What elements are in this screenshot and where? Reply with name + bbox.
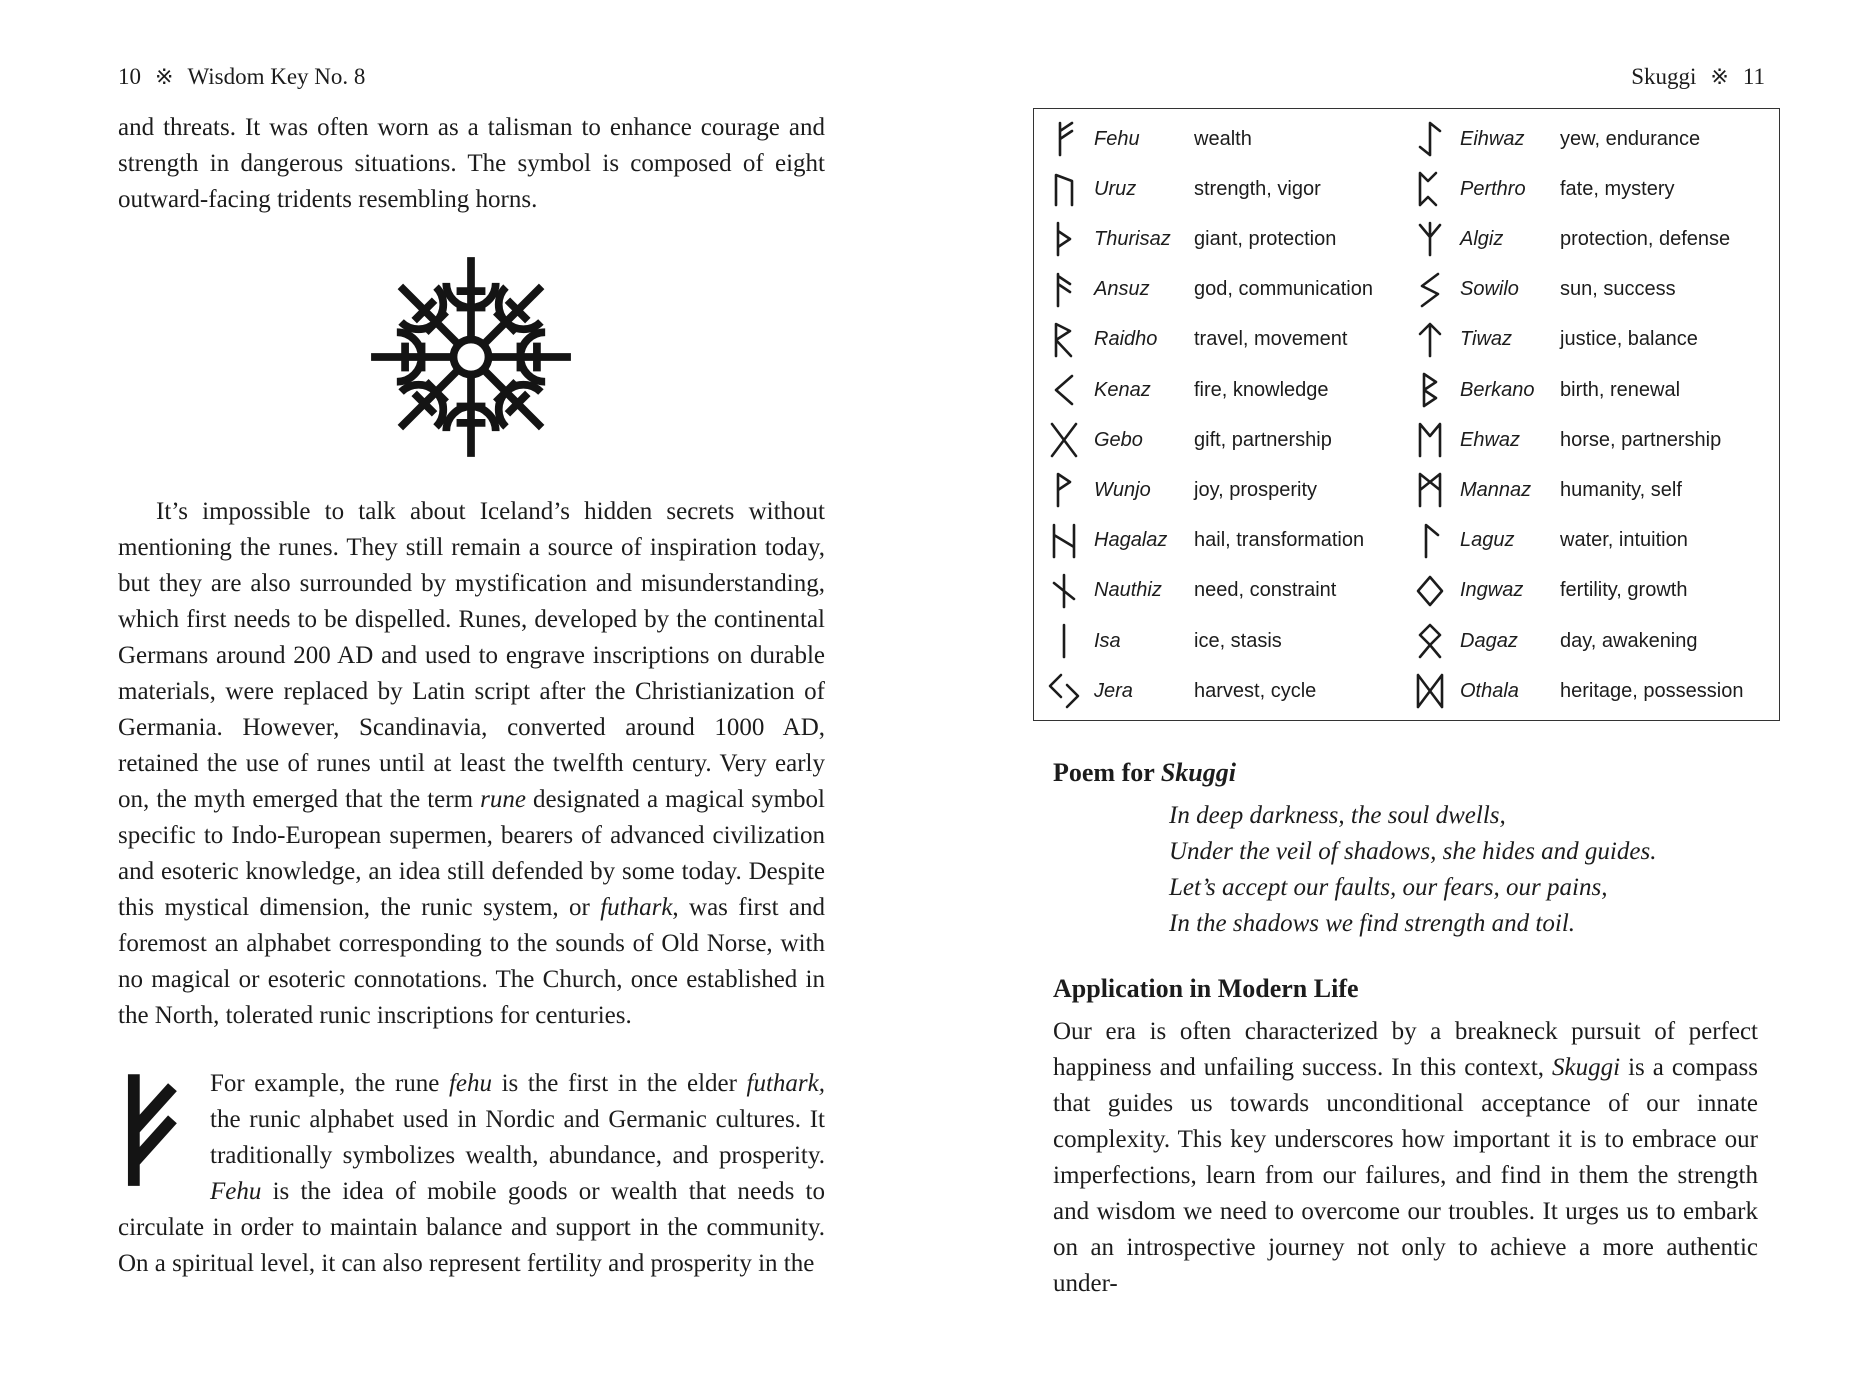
rune-name: Dagaz [1460, 629, 1518, 652]
text-segment: , was first and foremost an alphabet corresponding to the sounds of Old Norse, with no magical or esoteric connotations. The Church, once established in the North, tolerated runic inscriptions for centuries. [118, 894, 826, 1029]
rune-meaning: wealth [1194, 127, 1252, 150]
rune-meaning: heritage, possession [1560, 679, 1744, 702]
rune-name: Algiz [1460, 227, 1504, 250]
poem-line: Let’s accept our faults, our fears, our pains, [1169, 874, 1608, 901]
rune-row-ehwaz [1410, 415, 1721, 465]
paragraph-fehu [118, 1066, 825, 1282]
laguz-rune-icon [1410, 521, 1450, 561]
paragraph-runes [118, 494, 825, 1034]
page-number: 10 [118, 64, 141, 89]
text-segment: is the first in the elder [492, 1070, 747, 1097]
kenaz-rune-icon [1044, 370, 1084, 410]
perthro-rune-icon [1410, 169, 1450, 209]
rune-meaning: water, intuition [1560, 529, 1688, 552]
rune-meaning: horse, partnership [1560, 428, 1722, 451]
rune-meaning: strength, vigor [1194, 177, 1321, 200]
dagaz-rune-icon [1410, 621, 1450, 661]
ehwaz-rune-icon [1410, 420, 1450, 460]
uruz-rune-icon [1044, 169, 1084, 209]
running-title: Wisdom Key No. 8 [187, 64, 366, 89]
rune-meaning: travel, movement [1194, 328, 1348, 351]
rune-name: Nauthiz [1094, 579, 1162, 602]
rune-meaning: sun, success [1560, 278, 1676, 301]
rune-meaning: need, constraint [1194, 579, 1337, 602]
rune-row-raidho [1044, 315, 1347, 365]
rune-name: Kenaz [1094, 378, 1151, 401]
wunjo-rune-icon [1044, 470, 1084, 510]
poem-heading-text: Poem for [1053, 758, 1155, 787]
rune-meaning: god, communication [1194, 278, 1373, 301]
aegishjalmur-arm [489, 332, 571, 381]
text-segment: For example, the rune [210, 1070, 449, 1097]
running-title: Skuggi [1631, 64, 1697, 89]
thurisaz-rune-icon [1044, 219, 1084, 259]
poem-heading-name: Skuggi [1160, 758, 1236, 787]
rune-row-berkano [1410, 365, 1680, 415]
rune-meaning: day, awakening [1560, 629, 1698, 652]
rune-name: Uruz [1094, 177, 1137, 200]
isa-rune-icon [1044, 621, 1084, 661]
rune-row-ansuz [1044, 265, 1373, 315]
rune-meaning: harvest, cycle [1194, 679, 1317, 702]
poem-line: Under the veil of shadows, she hides and guides. [1169, 838, 1657, 865]
rune-name: Eihwaz [1460, 127, 1525, 150]
rune-row-isa [1044, 616, 1282, 666]
rune-row-uruz [1044, 164, 1321, 214]
aegishjalmur-symbol-icon [368, 254, 574, 460]
algiz-rune-icon [1410, 219, 1450, 259]
aegishjalmur-arm [383, 352, 476, 445]
text-segment: It’s impossible to talk about Iceland’s hidden secrets without mentioning the runes. They still remain a source of inspiration today, but they are also surrounded by mystification and misunderstanding, which first needs to be dispelled. Runes, developed by the continental Germans around 200 AD and used to engrave inscriptions on durable materials, were replaced by Latin script after the Christianization of Germania. However, Scandinavia, converted around 1000 AD, retained the use of runes until at least the twelfth century. Very early on, the myth emerged that the term [118, 498, 825, 813]
left-running-head [118, 64, 365, 90]
rune-row-ingwaz [1410, 566, 1687, 616]
rune-meaning: birth, renewal [1560, 378, 1681, 401]
rune-row-algiz [1410, 214, 1730, 264]
rune-row-othala [1410, 666, 1743, 716]
text-segment: designated a magical symbol specific to Indo-European supermen, bearers of advanced civilization and esoteric knowledge, an idea still defended by some today. Despite this mystical dimension, the runic system, or [118, 786, 825, 921]
rune-name: Isa [1094, 629, 1121, 652]
rune-name: Fehu [1094, 127, 1140, 150]
rune-row-dagaz [1410, 616, 1698, 666]
jera-rune-icon [1044, 671, 1084, 711]
aegishjalmur-arm [446, 375, 495, 457]
poem-line: In the shadows we find strength and toil. [1169, 910, 1576, 937]
hagalaz-rune-icon [1044, 521, 1084, 561]
term-futhark: futhark [600, 894, 673, 921]
rune-name: Raidho [1094, 328, 1158, 351]
rune-name: Wunjo [1094, 478, 1151, 501]
term-fehu: fehu [448, 1070, 492, 1097]
rune-name: Othala [1460, 679, 1519, 702]
gebo-rune-icon [1044, 420, 1084, 460]
rune-row-nauthiz [1044, 566, 1336, 616]
nauthiz-rune-icon [1044, 571, 1084, 611]
rune-name: Jera [1094, 679, 1133, 702]
rune-name: Ingwaz [1460, 579, 1524, 602]
rune-name: Thurisaz [1094, 227, 1171, 250]
term-rune: rune [480, 786, 526, 813]
rune-name: Sowilo [1460, 278, 1519, 301]
rune-meaning: yew, endurance [1560, 127, 1701, 150]
rune-name: Laguz [1460, 529, 1515, 552]
rune-row-gebo [1044, 415, 1332, 465]
rune-meaning: giant, protection [1194, 227, 1337, 250]
rune-row-hagalaz [1044, 516, 1364, 566]
poem-line: In deep darkness, the soul dwells, [1169, 802, 1506, 829]
text-segment: the runic alphabet used in Nordic and Germanic cultures. It traditionally symbolizes wealth, abundance, and prosperity. [210, 1106, 825, 1169]
rune-row-sowilo [1410, 265, 1676, 315]
rune-row-mannaz [1410, 465, 1682, 515]
rune-name: Ansuz [1094, 278, 1150, 301]
poem [1169, 798, 1656, 942]
eihwaz-rune-icon [1410, 119, 1450, 159]
aegishjalmur-arm [466, 269, 559, 362]
ornament-icon: ※ [1710, 64, 1729, 89]
rune-meaning: protection, defense [1560, 227, 1731, 250]
rune-meaning: fire, knowledge [1194, 378, 1329, 401]
term-futhark: futhark, [746, 1070, 825, 1097]
raidho-rune-icon [1044, 320, 1084, 360]
rune-meaning: gift, partnership [1194, 428, 1332, 451]
rune-meaning: ice, stasis [1194, 629, 1282, 652]
rune-name: Tiwaz [1460, 328, 1513, 351]
poem-heading [1053, 758, 1236, 788]
rune-row-eihwaz [1410, 114, 1700, 164]
rune-meaning: justice, balance [1560, 328, 1698, 351]
ornament-icon: ※ [155, 64, 174, 89]
aegishjalmur-arm [446, 257, 495, 339]
paragraph-talisman: and threats. It was often worn as a talisman to enhance courage and strength in dangerous situations. The symbol is composed of eight outward-facing tridents resembling horns. [118, 114, 825, 213]
rune-name: Perthro [1460, 177, 1526, 200]
othala-rune-icon [1410, 671, 1450, 711]
term-skuggi: Skuggi [1552, 1054, 1621, 1081]
mannaz-rune-icon [1410, 470, 1450, 510]
rune-row-wunjo [1044, 465, 1317, 515]
rune-meaning: fertility, growth [1560, 579, 1688, 602]
rune-row-fehu [1044, 114, 1252, 164]
text-segment: is a compass that guides us towards unconditional acceptance of our innate complexity. This key underscores how important it is to embrace our imperfections, learn from our failures, and find in them the strength and wisdom we need to overcome our troubles. It urges us to embark on an introspective journey not only to achieve a more authentic under- [1053, 1054, 1758, 1297]
rune-row-perthro [1410, 164, 1674, 214]
rune-name: Mannaz [1460, 478, 1532, 501]
rune-meaning: joy, prosperity [1194, 478, 1318, 501]
ingwaz-rune-icon [1410, 571, 1450, 611]
term-fehu: Fehu [210, 1178, 262, 1205]
aegishjalmur-arm [383, 269, 476, 362]
right-running-head [1631, 64, 1765, 90]
rune-row-laguz [1410, 516, 1688, 566]
text-segment: Our era is often characterized by a breakneck pursuit of perfect happiness and unfailing success. In this context, [1053, 1018, 1758, 1081]
aegishjalmur-arm [371, 332, 453, 381]
application-heading: Application in Modern Life [1053, 974, 1359, 1003]
berkano-rune-icon [1410, 370, 1450, 410]
aegishjalmur-arm [466, 352, 559, 445]
rune-row-kenaz [1044, 365, 1329, 415]
rune-meaning: fate, mystery [1560, 177, 1675, 200]
right-page [933, 0, 1866, 1400]
rune-table [1033, 108, 1780, 721]
rune-name: Berkano [1460, 378, 1535, 401]
paragraph-application [1053, 1014, 1758, 1302]
rune-row-jera [1044, 666, 1316, 716]
text-segment: is the idea of mobile goods or wealth that needs to circulate in order to maintain balance and support in the community. On a spiritual level, it can also represent fertility and prosperity in the [118, 1178, 825, 1277]
page-number: 11 [1742, 64, 1765, 89]
rune-name: Hagalaz [1094, 529, 1168, 552]
rune-name: Gebo [1094, 428, 1143, 451]
sowilo-rune-icon [1410, 270, 1450, 310]
tiwaz-rune-icon [1410, 320, 1450, 360]
rune-row-thurisaz [1044, 214, 1336, 264]
rune-row-tiwaz [1410, 315, 1698, 365]
ansuz-rune-icon [1044, 270, 1084, 310]
rune-name: Ehwaz [1460, 428, 1521, 451]
rune-meaning: hail, transformation [1194, 529, 1365, 552]
fehu-rune-icon [1044, 119, 1084, 159]
rune-meaning: humanity, self [1560, 478, 1682, 501]
fehu-rune-dropcap-icon [118, 1070, 184, 1188]
